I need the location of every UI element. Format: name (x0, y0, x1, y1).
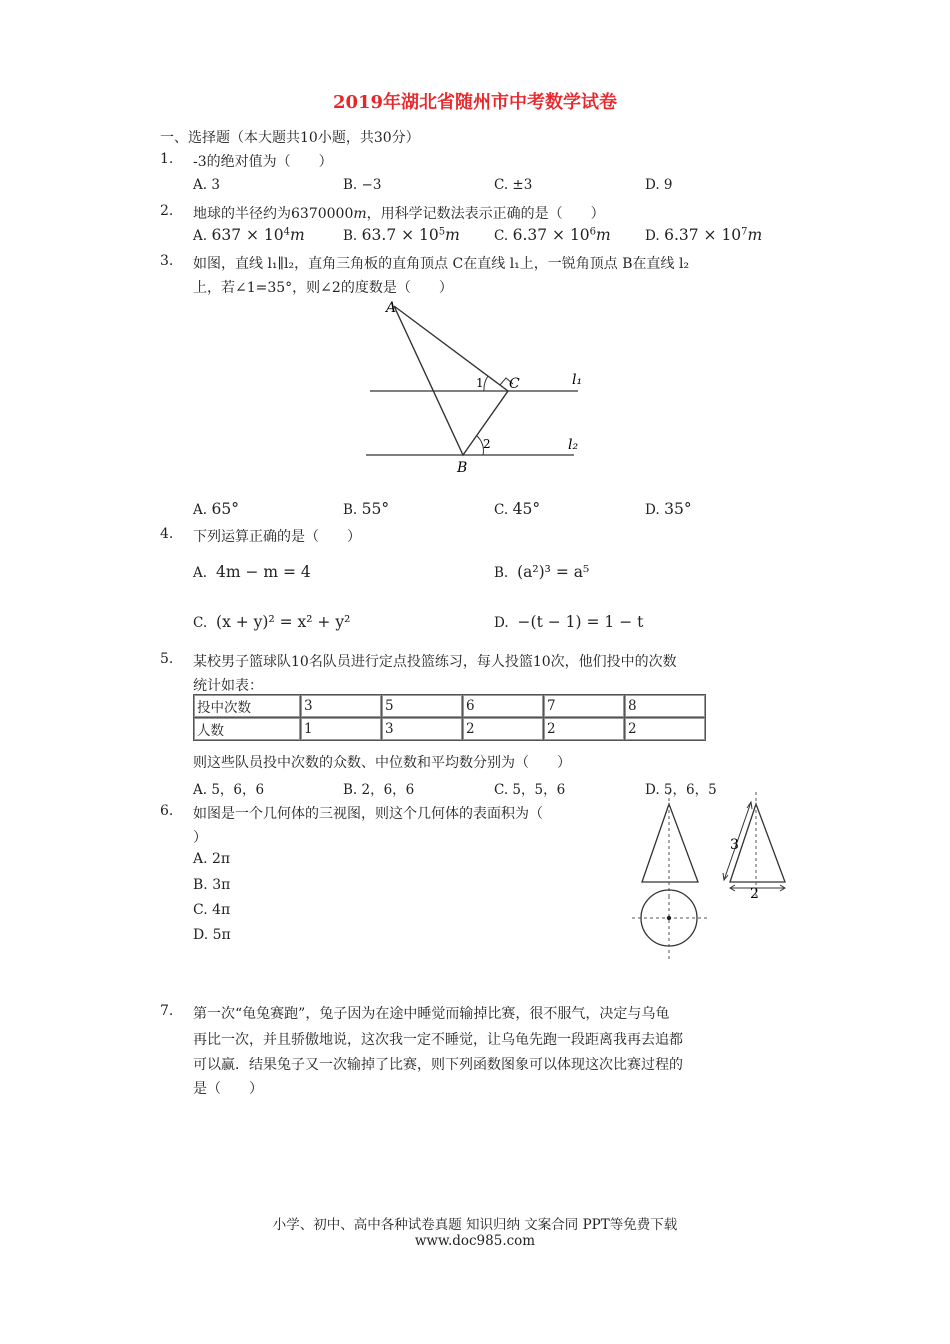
option-b: B. 2，6，6 (343, 782, 415, 798)
footer-url[interactable]: www.doc985.com (414, 1233, 536, 1249)
table-cell: 2 (625, 718, 706, 741)
table-cell: 3 (382, 718, 463, 741)
question-number: 5. (160, 651, 174, 667)
option-b: B. 3π (193, 877, 231, 893)
option-c: C. ±3 (494, 177, 533, 193)
option-d: D. 9 (645, 177, 673, 193)
shots-table (193, 694, 706, 741)
option-b: B. 55° (343, 500, 390, 518)
front-view-triangle (642, 804, 698, 882)
option-c: C. 45° (494, 500, 541, 518)
question-stem: 下列运算正确的是（ ） (193, 529, 361, 545)
question-stem-line1: 某校男子篮球队10名队员进行定点投篮练习，每人投篮10次，他们投中的次数 (193, 654, 677, 670)
table-row (194, 695, 706, 718)
base-label: 2 (750, 886, 759, 902)
table-cell: 2 (544, 718, 625, 741)
label-angle1: 1 (476, 376, 484, 390)
triangle-abc (394, 306, 508, 455)
option-c: C. $6.37 \times 10^6m$ (494, 226, 611, 244)
question-stem-line2: ） (193, 830, 207, 846)
label-a: A (386, 300, 397, 316)
table-cell: 1 (301, 718, 382, 741)
table-cell: 3 (301, 695, 382, 718)
question-stem-line1: 如图，直线 l₁∥l₂，直角三角板的直角顶点 C在直线 l₁上，一锐角顶点 B在直线 l₂ (193, 256, 690, 272)
page-title: 2019年湖北省随州市中考数学试卷 (332, 92, 618, 113)
question-stem-line2: 上，若∠1=35°，则∠2的度数是（ ） (193, 280, 453, 296)
option-b: B. −3 (343, 177, 382, 193)
option-d: D. $6.37 \times 10^7m$ (645, 226, 763, 244)
option-d: D. 5，6，5 (645, 782, 717, 798)
option-b: B. $63.7 \times 10^5m$ (343, 226, 460, 244)
table-row (194, 718, 706, 741)
label-angle2: 2 (483, 437, 491, 451)
table-cell: 2 (463, 718, 544, 741)
question-stem-line4: 是（ ） (193, 1081, 263, 1097)
question-number: 6. (160, 803, 174, 819)
option-a: A. 2π (193, 851, 231, 867)
label-l1: l₁ (572, 372, 583, 388)
option-a: A. 4m − m = 4 (193, 563, 311, 581)
label-b: B (457, 460, 468, 476)
table-cell: 8 (625, 695, 706, 718)
slant-label: 3 (730, 837, 739, 853)
question-stem-line1: 第一次“龟兔赛跑”，兔子因为在途中睡觉而输掉比赛，很不服气，决定与乌龟 (193, 1006, 670, 1022)
question-stem-line2: 统计如表： (193, 678, 263, 694)
question-number: 4. (160, 526, 174, 542)
option-c: C. 5，5，6 (494, 782, 566, 798)
angle1-arc (484, 376, 488, 391)
question-number: 3. (160, 253, 174, 269)
option-a: A. 65° (193, 500, 239, 518)
table-cell: 6 (463, 695, 544, 718)
three-view-figure (628, 792, 800, 964)
question-number: 2. (160, 203, 174, 219)
option-d: D. 5π (193, 927, 231, 943)
option-a: A. 3 (193, 177, 220, 193)
footer-text: 小学、初中、高中各种试卷真题 知识归纳 文案合同 PPT等免费下载 (272, 1217, 678, 1233)
label-c: C (509, 376, 520, 392)
option-d: D. 35° (645, 500, 692, 518)
question-stem: 地球的半径约为6370000m，用科学记数法表示正确的是（ ） (193, 206, 605, 222)
top-view-center-dot (667, 916, 671, 920)
option-b: B. (a²)³ = a⁵ (494, 563, 590, 581)
option-c: C. (x + y)² = x² + y² (193, 613, 351, 631)
table-cell: 7 (544, 695, 625, 718)
option-c: C. 4π (193, 902, 231, 918)
question-number: 7. (160, 1003, 174, 1019)
parallel-lines-triangle-figure (360, 296, 600, 476)
table-cell: 投中次数 (194, 695, 301, 718)
option-d: D. −(t − 1) = 1 − t (494, 613, 644, 631)
question-followup: 则这些队员投中次数的众数、中位数和平均数分别为（ ） (193, 755, 571, 771)
table-cell: 5 (382, 695, 463, 718)
label-l2: l₂ (568, 437, 579, 453)
section-heading: 一、选择题（本大题共10小题，共30分） (160, 130, 420, 146)
option-a: A. 5，6，6 (193, 782, 265, 798)
question-number: 1. (160, 151, 174, 167)
option-a: A. $637 \times 10^4m$ (193, 226, 305, 244)
question-stem-line2: 再比一次，并且骄傲地说，这次我一定不睡觉，让乌龟先跑一段距离我再去追都 (193, 1032, 683, 1048)
question-stem: -3的绝对值为（ ） (193, 154, 333, 170)
question-stem-line3: 可以赢．结果兔子又一次输掉了比赛，则下列函数图象可以体现这次比赛过程的 (193, 1057, 683, 1073)
question-stem-line1: 如图是一个几何体的三视图，则这个几何体的表面积为（ (193, 806, 543, 822)
table-cell: 人数 (194, 718, 301, 741)
